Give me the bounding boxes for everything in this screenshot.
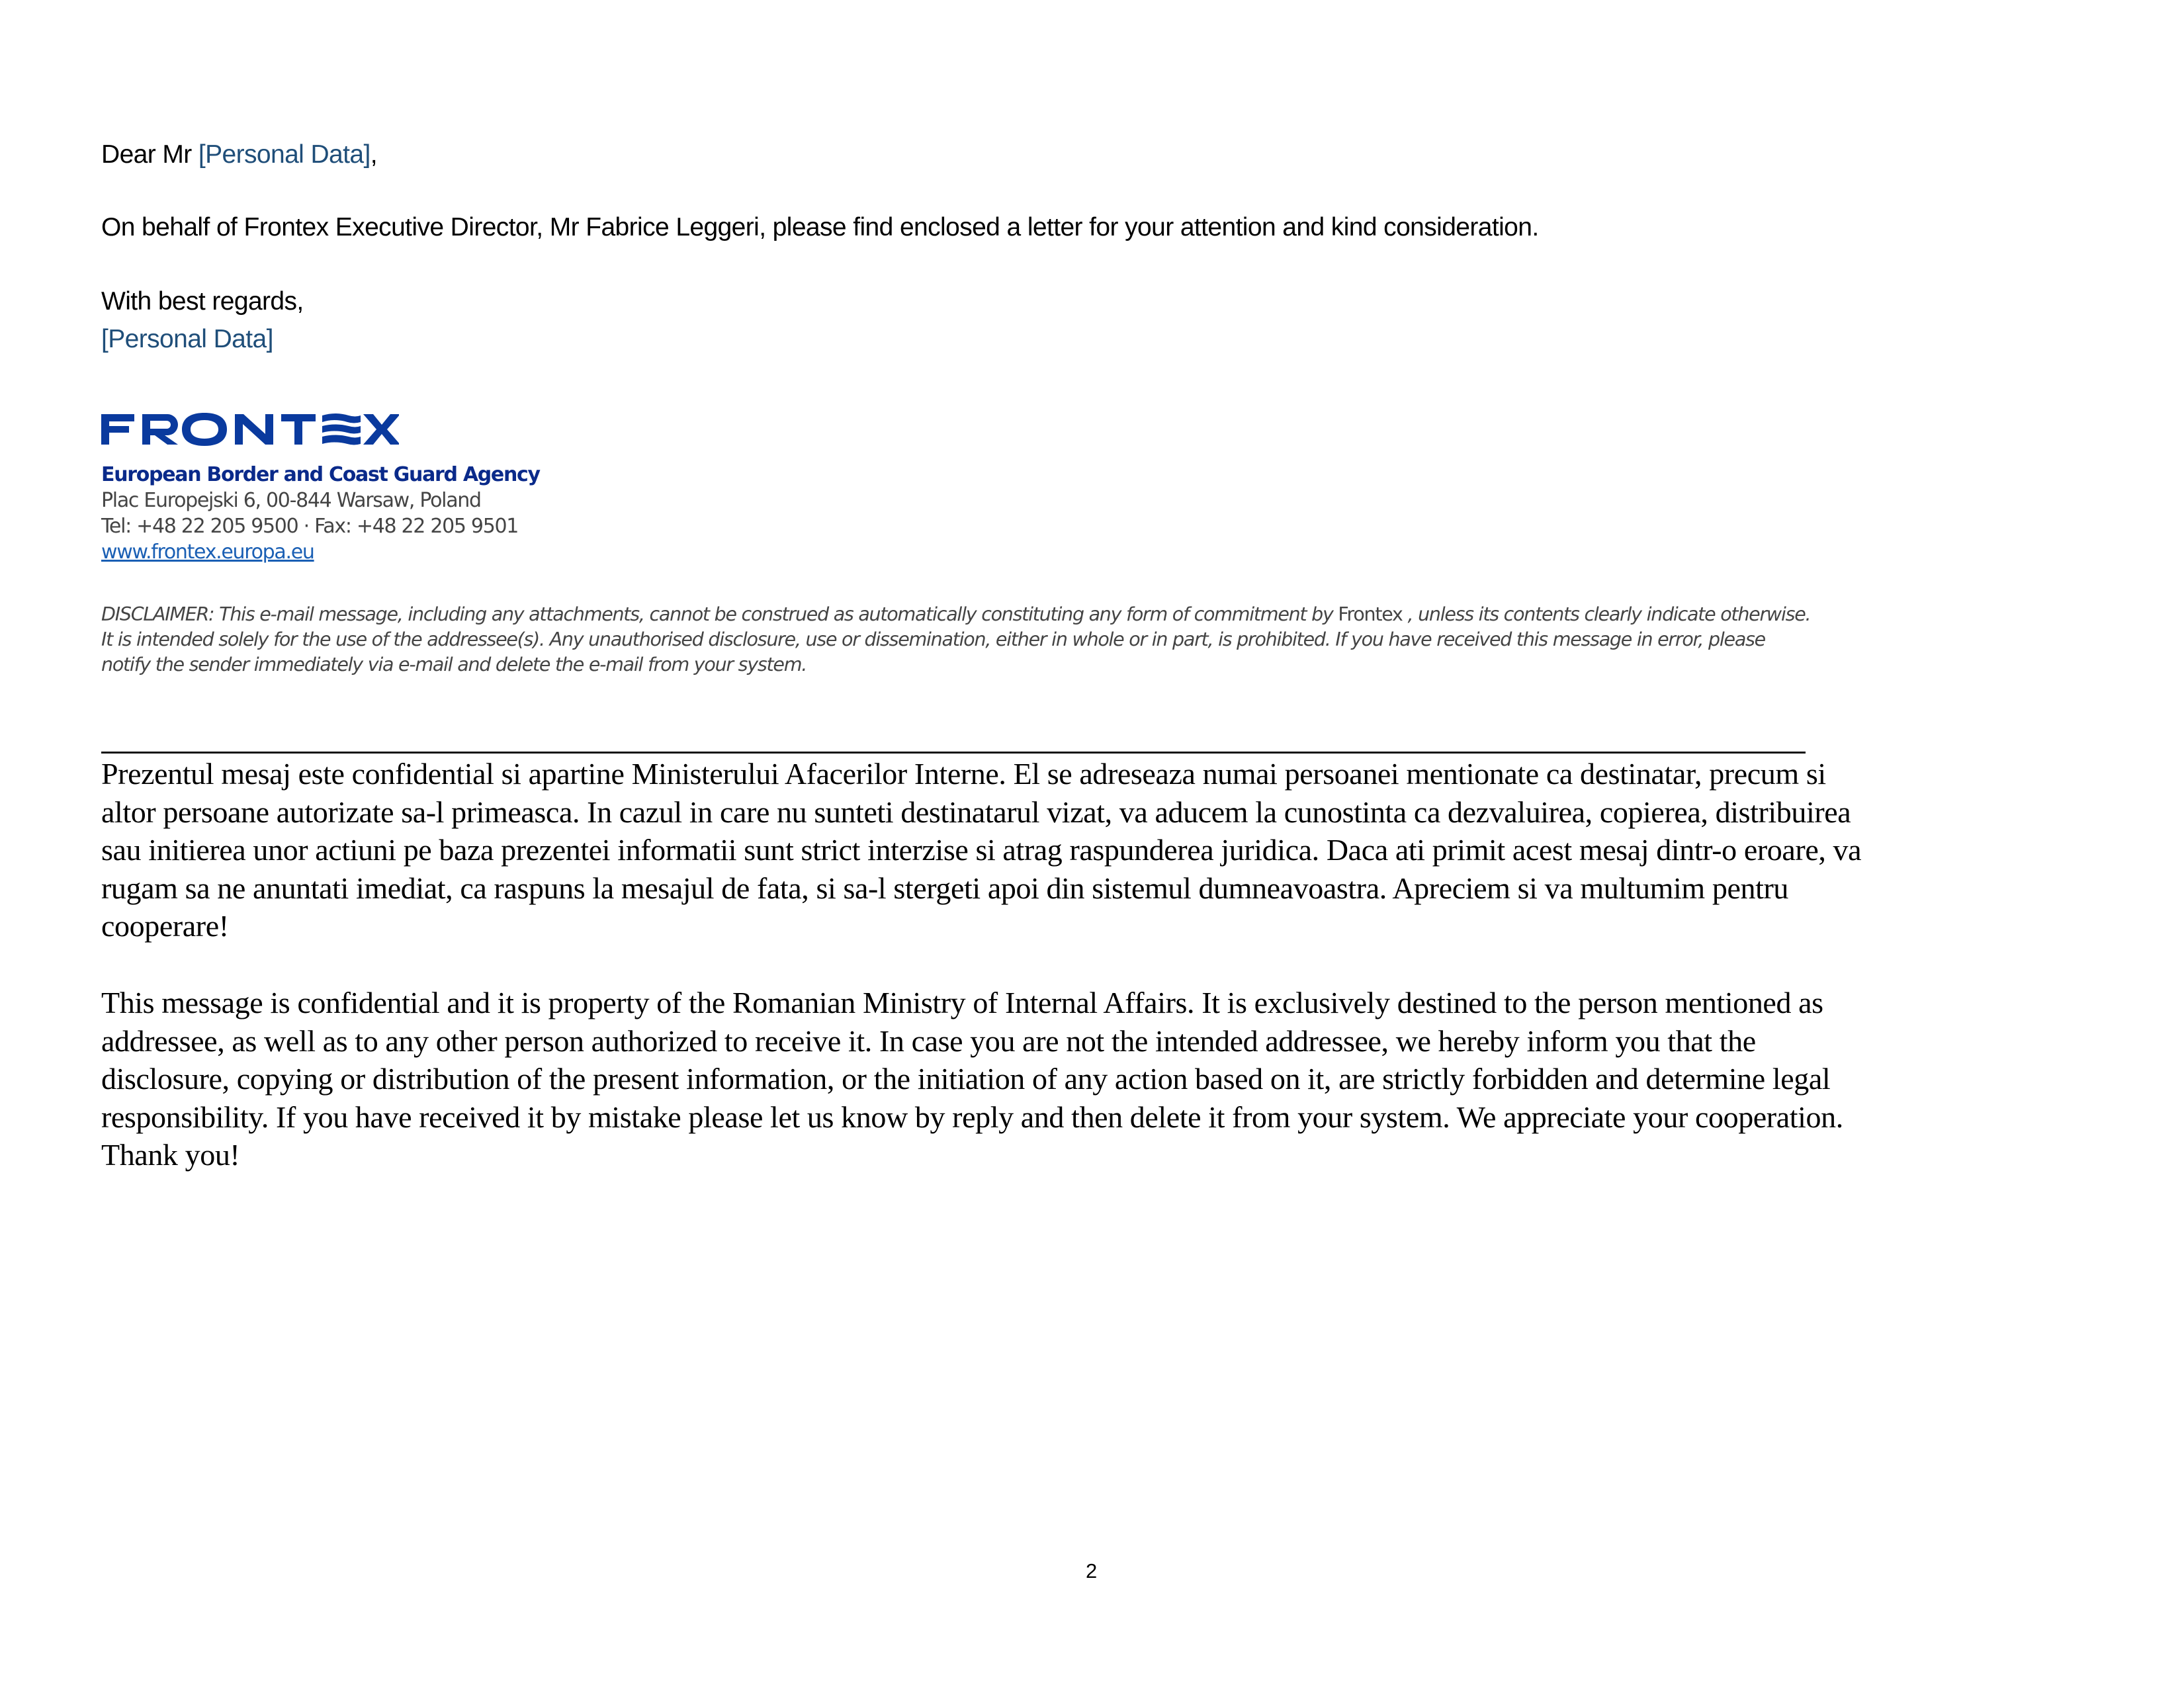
redacted-recipient-name: [Personal Data] [198,140,371,169]
agency-address: Plac Europejski 6, 00-844 Warsaw, Poland [101,489,481,512]
agency-contact: Tel: +48 22 205 9500 · Fax: +48 22 205 9501 [101,515,519,538]
greeting-prefix: Dear Mr [101,140,198,169]
disclaimer-org: Frontex [1338,603,1403,625]
notice-ro-line: sau initierea unor actiuni pe baza prezentei informatii sunt strict interzise si atrag raspunderea juridica. Daca ati primit acest mesaj dintr-o eroare, va [101,833,1862,867]
disclaimer-text-b: , unless its contents clearly indicate otherwise. [1402,603,1811,625]
disclaimer-line-2: It is intended solely for the use of the addressee(s). Any unauthorised disclosure, use or dissemination, either in whole or in part, is prohibited. If you have received this message in error, please [101,628,1765,650]
redacted-sender-name: [Personal Data] [101,325,273,353]
email-body: On behalf of Frontex Executive Director, Mr Fabrice Leggeri, please find enclosed a letter for your attention and kind consideration. [101,213,1539,241]
agency-name: European Border and Coast Guard Agency [101,463,540,486]
closing-line: With best regards, [101,287,304,316]
disclaimer-text-a: DISCLAIMER: This e-mail message, including any attachments, cannot be construed as automatically constituting any form of commitment by [101,603,1338,625]
notice-ro-line: cooperare! [101,909,229,943]
disclaimer-line-3: notify the sender immediately via e-mail and delete the e-mail from your system. [101,654,807,675]
confidentiality-notice-en [101,984,2086,1174]
notice-en-line: This message is confidential and it is property of the Romanian Ministry of Internal Affairs. It is exclusively destined to the person mentioned as [101,986,1823,1019]
greeting-line [101,140,377,169]
greeting-suffix: , [370,140,377,169]
website-link[interactable]: www.frontex.europa.eu [101,541,314,564]
confidentiality-notice-ro [101,755,2086,945]
frontex-logo [101,411,399,447]
notice-en-line: addressee, as well as to any other person authorized to receive it. In case you are not the intended addressee, we hereby inform you that the [101,1023,1756,1058]
notice-ro-line: altor persoane autorizate sa-l primeasca. In cazul in care nu sunteti destinatarul vizat, va aducem la cunostinta ca dezvaluirea, copierea, distribuirea [101,795,1851,829]
disclaimer-line-1 [101,603,1810,625]
notice-en-line: Thank you! [101,1138,240,1172]
notice-ro-line: Prezentul mesaj este confidential si apartine Ministerului Afacerilor Interne. El se adreseaza numai persoanei mentionate ca destinatar, precum si [101,757,1826,791]
notice-en-line: disclosure, copying or distribution of the present information, or the initiation of any action based on it, are strictly forbidden and determine legal [101,1062,1831,1096]
separator-line [101,752,1806,754]
notice-en-line: responsibility. If you have received it by mistake please let us know by reply and then delete it from your system. We appreciate your cooperation. [101,1100,1843,1134]
notice-ro-line: rugam sa ne anuntati imediat, ca raspuns la mesajul de fata, si sa-l stergeti apoi din sistemul dumneavoastra. Apreciem si va multumim pentru [101,871,1789,905]
page-number: 2 [1086,1559,1098,1582]
